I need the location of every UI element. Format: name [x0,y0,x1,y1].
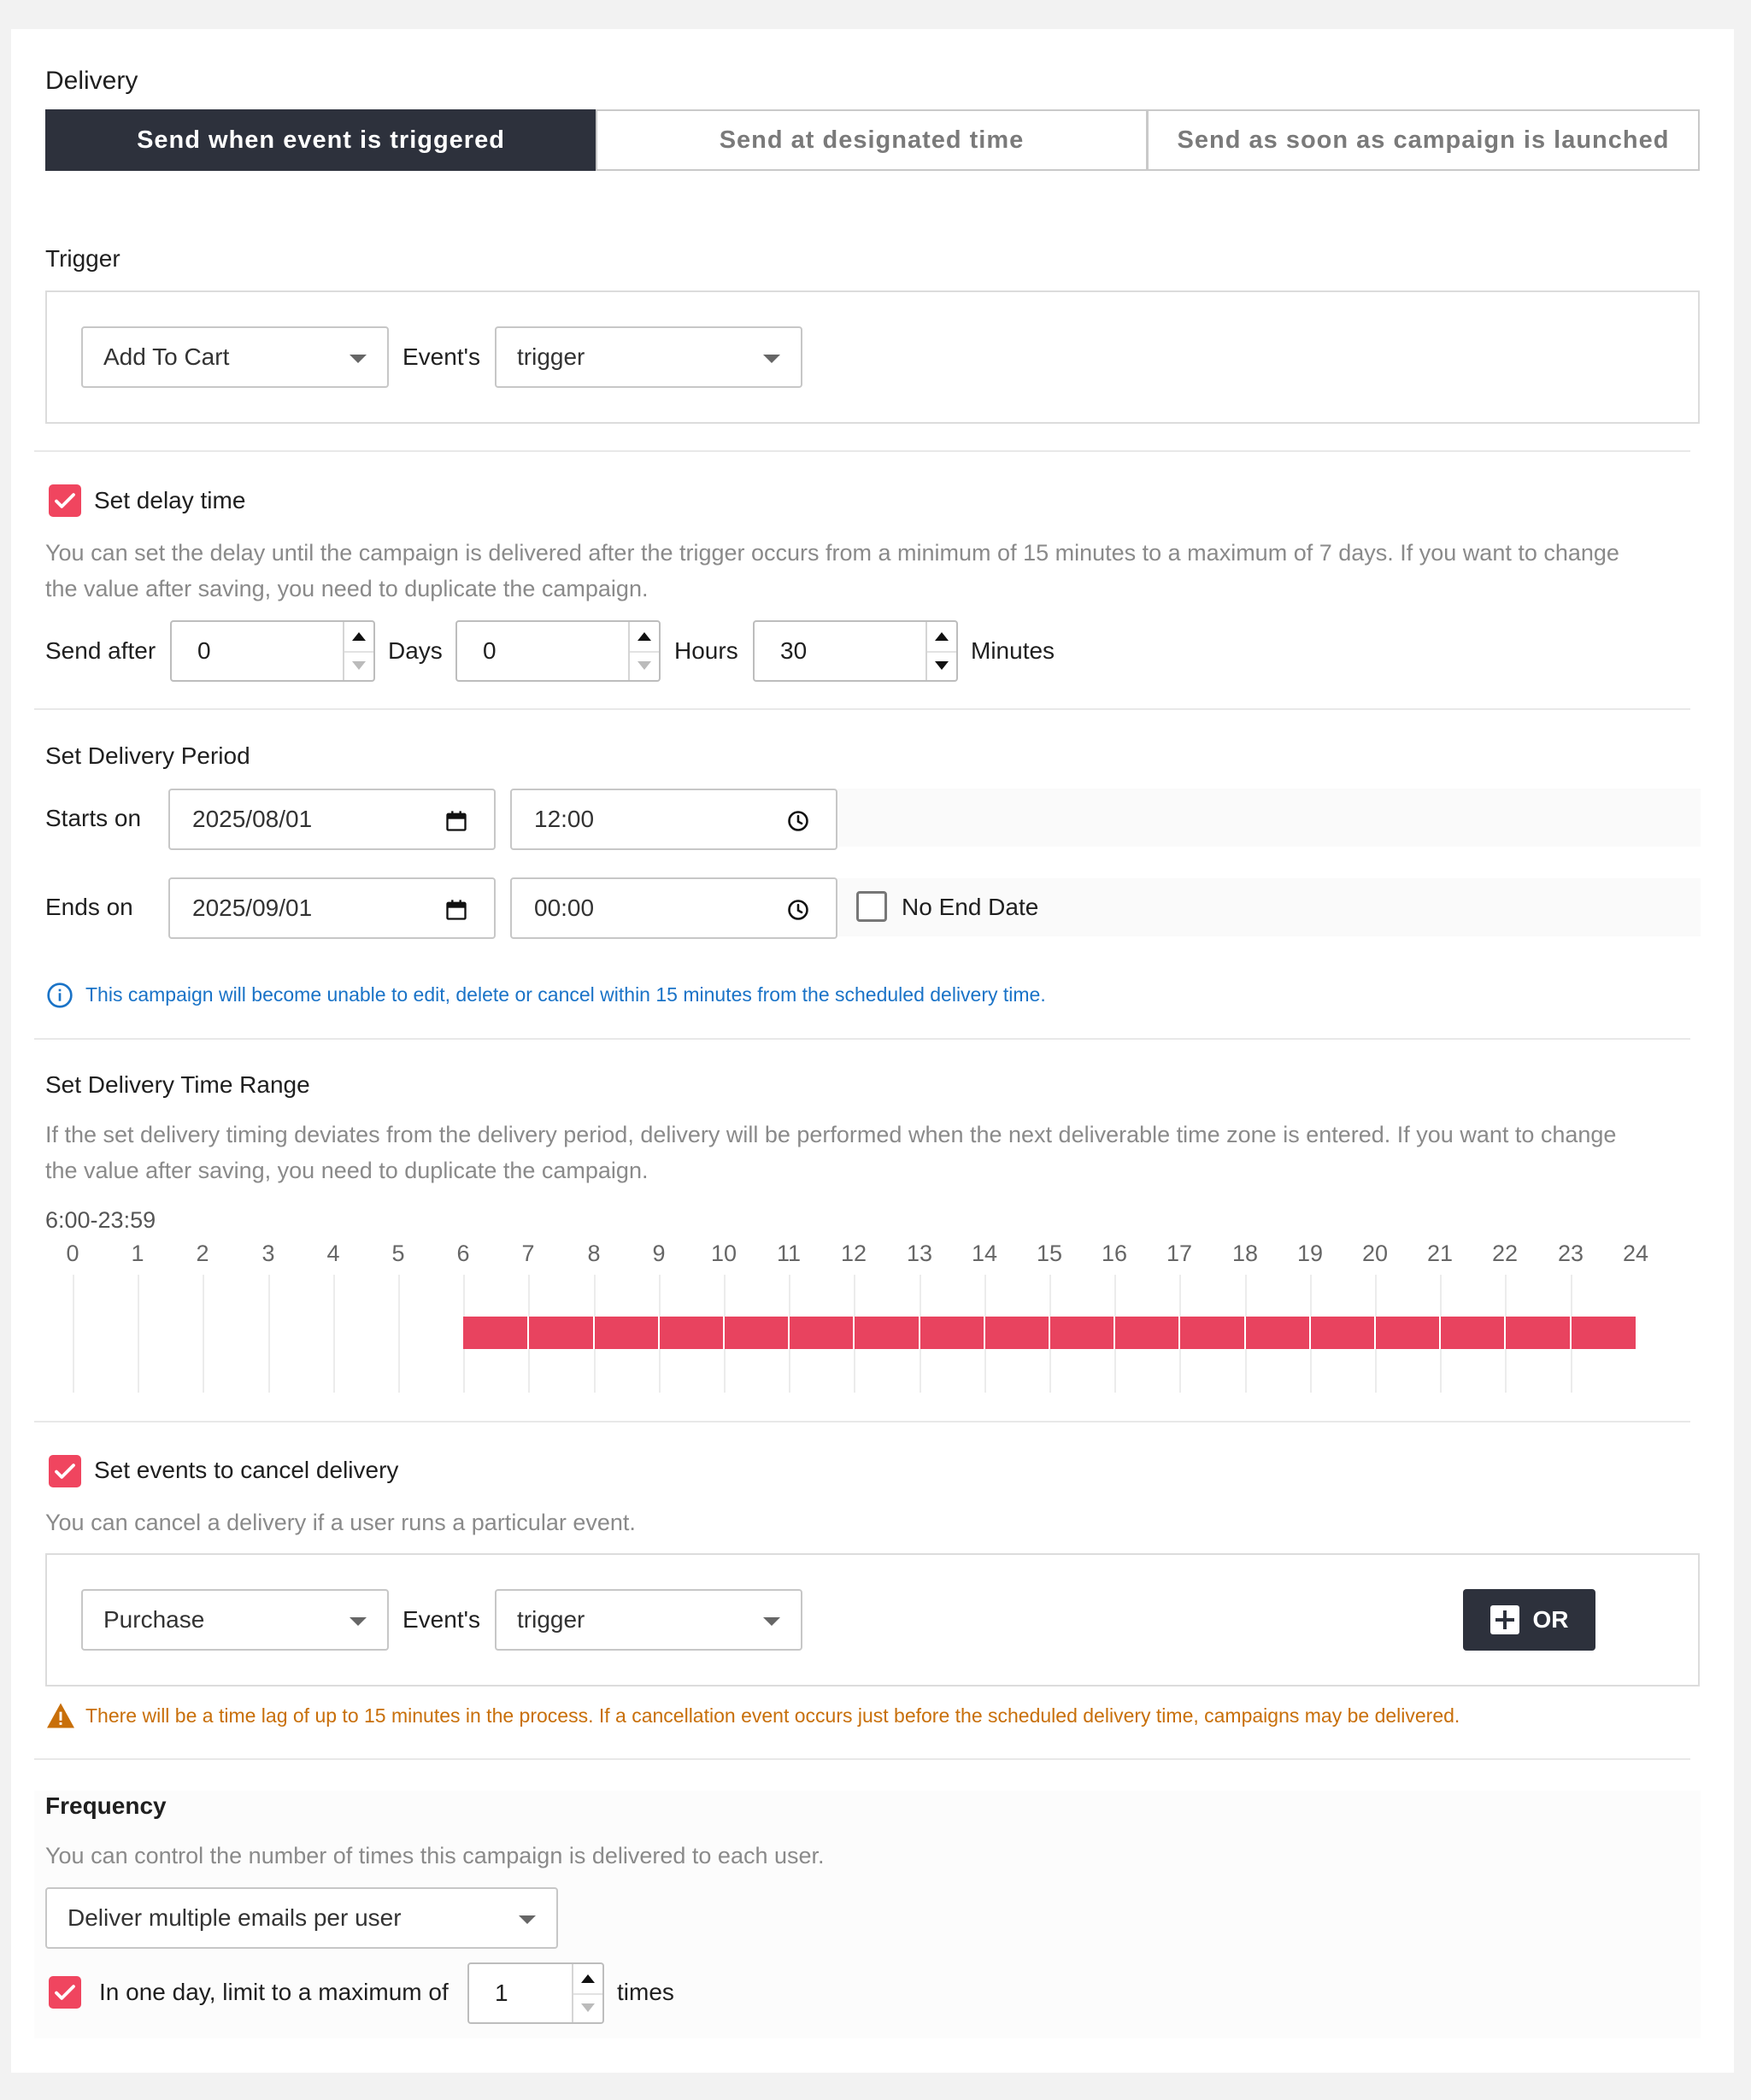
time-range-segment-9[interactable] [659,1317,724,1349]
tab-send-at-designated-time[interactable]: Send at designated time [596,109,1148,171]
time-range-separator [1178,1317,1180,1349]
cancel-warning-text: There will be a time lag of up to 15 minutes in the process. If a cancellation event occurs just before the scheduled delivery time, campaigns may be delivered. [85,1704,1460,1727]
hour-gridline [333,1275,335,1393]
calendar-icon[interactable] [444,809,468,833]
hours-stepper[interactable] [628,622,659,680]
time-range-segment-22[interactable] [1505,1317,1571,1349]
time-range-separator [527,1317,529,1349]
hour-label-19: 19 [1296,1241,1324,1266]
send-after-label: Send after [45,637,156,664]
divider [34,450,1690,452]
time-range-segment-12[interactable] [854,1317,920,1349]
up-arrow-icon[interactable] [352,632,366,641]
divider [34,708,1690,710]
time-range-segment-19[interactable] [1310,1317,1375,1349]
hour-label-21: 21 [1426,1241,1454,1266]
end-date-value: 2025/09/01 [192,895,313,921]
delay-checkbox[interactable] [49,484,81,517]
times-label: times [617,1979,674,2005]
time-range-segment-10[interactable] [724,1317,789,1349]
minutes-label: Minutes [971,637,1055,664]
time-range-separator [1439,1317,1441,1349]
check-icon [52,488,78,513]
starts-on-label: Starts on [45,805,142,831]
hour-label-1: 1 [131,1241,144,1266]
end-time-input[interactable] [510,877,837,939]
hour-label-17: 17 [1166,1241,1193,1266]
clock-icon[interactable] [786,898,810,922]
frequency-title: Frequency [45,1792,167,1819]
time-range-description-line2: the value after saving, you need to duplicate the campaign. [45,1158,649,1183]
time-range-separator [1570,1317,1572,1349]
hour-label-12: 12 [840,1241,867,1266]
start-time-value: 12:00 [534,806,595,832]
time-range-separator [788,1317,790,1349]
delay-description-line1: You can set the delay until the campaign is delivered after the trigger occurs from a minimum of 15 minutes to a maximum of 7 days. If you want to change [45,540,1619,566]
time-range-separator [723,1317,725,1349]
time-range-segment-13[interactable] [920,1317,984,1349]
chevron-down-icon [519,1915,536,1924]
time-range-separator [919,1317,920,1349]
time-range-separator [1244,1317,1246,1349]
ends-on-label: Ends on [45,894,133,920]
time-range-segment-11[interactable] [789,1317,854,1349]
chevron-down-icon [350,1617,367,1626]
time-range-segment-15[interactable] [1049,1317,1114,1349]
start-time-input[interactable] [510,789,837,850]
trigger-title: Trigger [45,245,120,272]
trigger-event-value: Add To Cart [103,343,230,370]
trigger-event-select[interactable] [81,326,389,388]
hour-label-22: 22 [1491,1241,1519,1266]
calendar-icon[interactable] [444,898,468,922]
down-arrow-icon[interactable] [581,2003,595,2012]
hour-label-6: 6 [456,1241,470,1266]
trigger-property-value: trigger [517,343,585,370]
frequency-limit-value: 1 [495,1980,508,2006]
cancel-description: You can cancel a delivery if a user runs a particular event. [45,1510,636,1535]
frequency-description: You can control the number of times this campaign is delivered to each user. [45,1843,825,1868]
cancel-event-select[interactable] [81,1589,389,1651]
time-range-segment-8[interactable] [594,1317,659,1349]
start-date-value: 2025/08/01 [192,806,313,832]
time-range-segment-20[interactable] [1375,1317,1440,1349]
hour-label-3: 3 [261,1241,275,1266]
time-range-separator [1374,1317,1376,1349]
frequency-limit-checkbox[interactable] [49,1976,81,2009]
warning-icon [45,1702,76,1729]
clock-icon[interactable] [786,809,810,833]
frequency-limit-stepper[interactable] [572,1964,602,2022]
chevron-down-icon [350,355,367,363]
time-range-separator [984,1317,985,1349]
hour-gridline [398,1275,400,1393]
add-or-condition-button[interactable] [1463,1589,1595,1651]
start-row-bg [829,789,1701,847]
time-range-separator [593,1317,595,1349]
days-label: Days [388,637,443,664]
cancel-property-select[interactable] [495,1589,802,1651]
frequency-limit-input[interactable] [467,1962,604,2024]
no-end-date-checkbox[interactable] [856,891,887,922]
hour-label-24: 24 [1622,1241,1649,1266]
or-button-label: OR [1532,1606,1569,1633]
tab-send-on-launch[interactable]: Send as soon as campaign is launched [1147,109,1700,171]
up-arrow-icon[interactable] [935,632,949,641]
hour-label-2: 2 [196,1241,209,1266]
time-range-segment-23[interactable] [1571,1317,1636,1349]
cancel-checkbox-label: Set events to cancel delivery [94,1457,399,1483]
down-arrow-icon[interactable] [352,661,366,670]
hour-gridline [73,1275,74,1393]
days-value: 0 [197,637,211,664]
time-range-segment-7[interactable] [528,1317,594,1349]
time-range-segment-6[interactable] [463,1317,528,1349]
hour-label-14: 14 [971,1241,998,1266]
time-range-separator [658,1317,660,1349]
frequency-select[interactable] [45,1887,558,1949]
delivery-title: Delivery [45,67,138,95]
down-arrow-icon[interactable] [935,661,949,670]
time-range-segment-18[interactable] [1245,1317,1310,1349]
minutes-value: 30 [780,637,808,664]
hour-label-10: 10 [710,1241,737,1266]
time-range-separator [1504,1317,1506,1349]
tab-send-when-triggered[interactable]: Send when event is triggered [45,109,596,171]
cancel-event-value: Purchase [103,1606,205,1633]
time-range-segment-21[interactable] [1440,1317,1505,1349]
frequency-select-value: Deliver multiple emails per user [68,1904,402,1931]
time-range-segment-14[interactable] [984,1317,1049,1349]
hour-label-4: 4 [326,1241,340,1266]
delay-description-line2: the value after saving, you need to duplicate the campaign. [45,576,649,601]
hour-gridline [203,1275,204,1393]
cancel-events-label: Event's [402,1606,480,1633]
time-range-separator [853,1317,855,1349]
time-range-title: Set Delivery Time Range [45,1071,310,1098]
hour-label-7: 7 [521,1241,535,1266]
chevron-down-icon [763,1617,780,1626]
hour-gridline [138,1275,139,1393]
frequency-limit-label: In one day, limit to a maximum of [99,1979,449,2005]
divider [34,1421,1690,1422]
hour-label-11: 11 [776,1241,802,1266]
period-title: Set Delivery Period [45,742,250,769]
hour-label-18: 18 [1231,1241,1259,1266]
divider [34,1038,1690,1040]
no-end-date-label: No End Date [902,894,1039,920]
cancel-property-value: trigger [517,1606,585,1633]
up-arrow-icon[interactable] [581,1974,595,1983]
hour-label-16: 16 [1101,1241,1128,1266]
days-input[interactable] [170,620,375,682]
down-arrow-icon[interactable] [638,661,651,670]
hour-gridline [268,1275,270,1393]
hour-label-15: 15 [1036,1241,1063,1266]
delay-checkbox-label: Set delay time [94,487,246,513]
time-range-description-line1: If the set delivery timing deviates from the delivery period, delivery will be performed when the next deliverable time zone is entered. If you want to change [45,1122,1617,1147]
check-icon [52,1458,78,1484]
hour-label-13: 13 [906,1241,933,1266]
time-range-separator [1309,1317,1311,1349]
hour-label-23: 23 [1557,1241,1584,1266]
days-stepper[interactable] [343,622,373,680]
end-date-input[interactable] [168,877,496,939]
check-icon [52,1980,78,2005]
plus-icon [1490,1605,1519,1634]
hour-label-20: 20 [1361,1241,1389,1266]
up-arrow-icon[interactable] [638,632,651,641]
time-range-label: 6:00-23:59 [45,1207,156,1233]
minutes-stepper[interactable] [925,622,956,680]
time-range-segment-16[interactable] [1114,1317,1179,1349]
hour-label-9: 9 [652,1241,666,1266]
time-range-segment-17[interactable] [1179,1317,1245,1349]
hours-value: 0 [483,637,497,664]
trigger-property-select[interactable] [495,326,802,388]
time-range-separator [1113,1317,1115,1349]
hour-label-0: 0 [66,1241,79,1266]
time-range-separator [1049,1317,1050,1349]
end-time-value: 00:00 [534,895,595,921]
chevron-down-icon [763,355,780,363]
start-date-input[interactable] [168,789,496,850]
minutes-input[interactable] [753,620,958,682]
hour-label-8: 8 [587,1241,601,1266]
hours-input[interactable] [455,620,661,682]
divider [34,1758,1690,1760]
info-icon [46,982,73,1009]
period-info-text: This campaign will become unable to edit, delete or cancel within 15 minutes from the scheduled delivery time. [85,983,1046,1006]
hour-label-5: 5 [391,1241,405,1266]
hours-label: Hours [674,637,738,664]
trigger-events-label: Event's [402,343,480,370]
cancel-checkbox[interactable] [49,1455,81,1487]
